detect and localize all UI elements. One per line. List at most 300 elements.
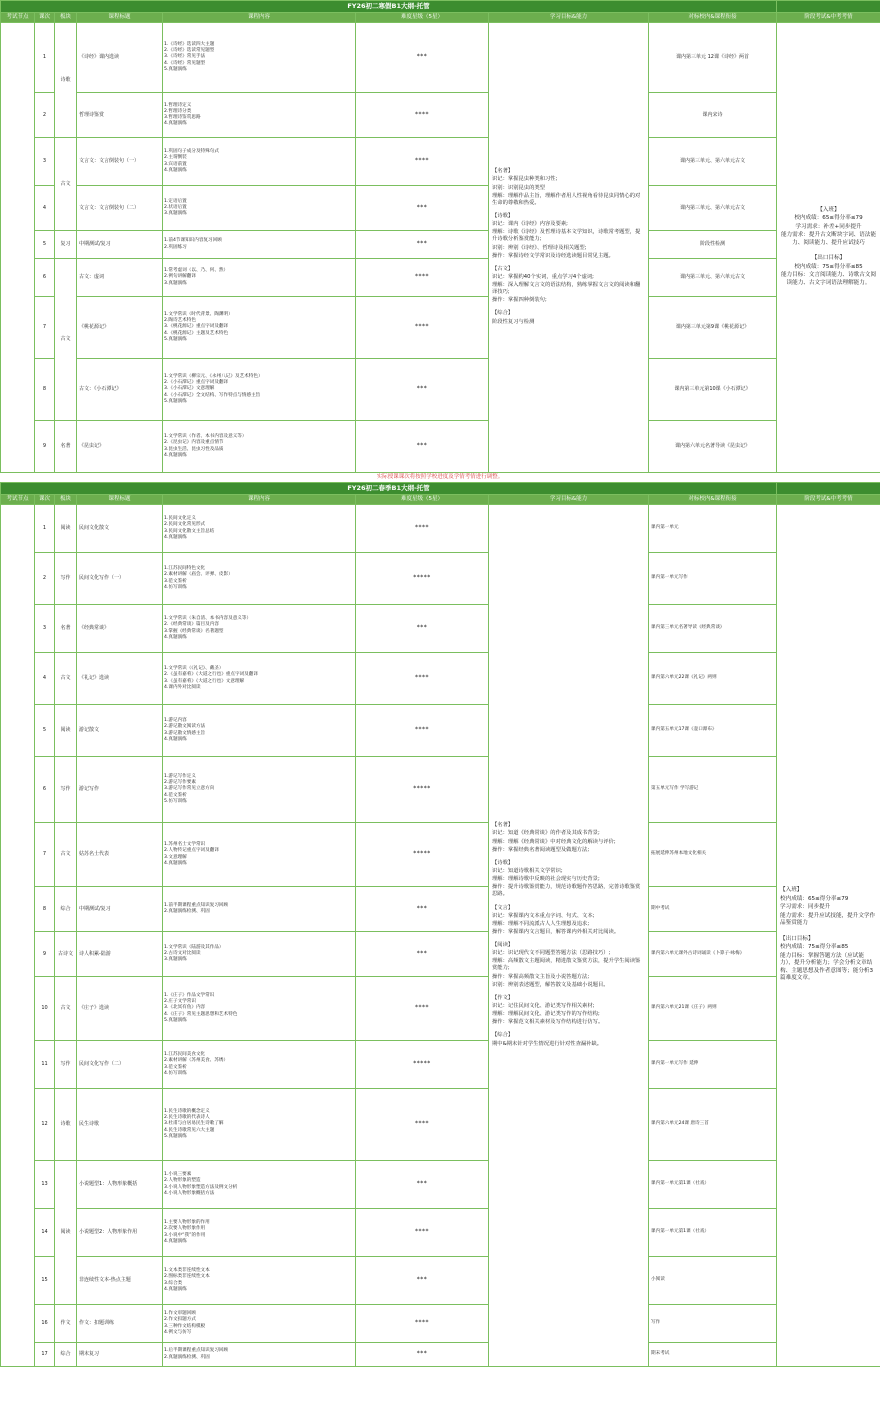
- course-content: [163, 705, 356, 757]
- content-line: 1.江苏民间特色文化: [164, 566, 206, 572]
- lesson-number: 1: [35, 505, 55, 553]
- table-row: [1, 1343, 880, 1367]
- content-line: 3.小说中“我”的作用: [164, 1232, 206, 1238]
- lesson-number: 13: [35, 1161, 55, 1209]
- course-title: 民生诗歌: [77, 1089, 163, 1161]
- content-line: 2.作文扣题方式: [164, 1317, 196, 1323]
- winter-syllabus-table: [0, 0, 880, 473]
- content-line: 3.范文鉴析: [164, 578, 187, 584]
- block-cell: 复习: [55, 231, 77, 259]
- school-link: 写作: [649, 1305, 777, 1343]
- goal-heading: 【作文】: [492, 994, 514, 1001]
- content-line: 1.文本类非连续性文本: [164, 1268, 210, 1274]
- content-line: 3.宾语前置: [164, 161, 187, 167]
- goal-line: 操作：掌握四种倒装句;: [492, 297, 547, 304]
- difficulty-stars: *****: [356, 757, 489, 823]
- goal-line: 理解：理解民间文化、游记类写作的写作结构;: [492, 1011, 600, 1018]
- content-line: 2.状语后置: [164, 204, 187, 210]
- content-line: 1.作文审题回顾: [164, 1311, 196, 1317]
- lesson-number: 11: [35, 1041, 55, 1089]
- course-title: 姑苏名士代表: [77, 823, 163, 887]
- goal-line: 识记：知道《经典常谈》的作者及其成书背景;: [492, 830, 600, 837]
- exam-node-cell: [1, 505, 35, 1367]
- course-content: [163, 977, 356, 1041]
- table-row: [1, 1161, 880, 1209]
- content-line: 1.游记写作定义: [164, 774, 196, 780]
- block-cell: 古文: [55, 977, 77, 1041]
- school-link: 课内第三单元第10课《小石潭记》: [649, 359, 777, 421]
- goal-line: 识记：记住民间文化、游记类写作相关素材;: [492, 1003, 595, 1010]
- content-line: 1.后半期课程重点知识复习回顾: [164, 1348, 229, 1354]
- school-link: 课内第一单元写作: [649, 553, 777, 605]
- exam-info: [777, 23, 880, 473]
- course-title: 小说题型2：人物形象作用: [77, 1209, 163, 1257]
- exam-line: 能力需求：提升应试技能，提升文学作品鉴赏能力: [780, 912, 876, 927]
- lesson-number: 8: [35, 887, 55, 932]
- content-line: 2.《诗经》选读常见题型: [164, 48, 215, 54]
- content-line: 2.民生诗歌的代表诗人: [164, 1115, 210, 1121]
- column-header: 学习目标&能力: [489, 495, 649, 505]
- goal-line: 识别：辨别《诗经》、哲理诗及相关题型;: [492, 244, 587, 251]
- course-title: 民间文化写作（一）: [77, 553, 163, 605]
- exam-node-cell: [1, 23, 35, 473]
- table-row: [1, 186, 880, 231]
- exam-line: 校内成绩：75≤得分率≤85: [794, 263, 863, 270]
- school-link: 课内第三单元第9课《桃花源记》: [649, 297, 777, 359]
- goal-line: 理解：理解作品主旨，理解作者用人性视角看待昆虫同情心的对生命的尊敬和热爱。: [492, 192, 641, 206]
- course-title: 《诗经》课内选读: [77, 23, 163, 93]
- column-header: 考试节点: [1, 13, 35, 23]
- goal-line: 识记：掌握昆虫种类和习性;: [492, 176, 558, 183]
- difficulty-stars: ****: [356, 653, 489, 705]
- column-header: 阶段考试&中考考情: [777, 13, 880, 23]
- goal-line: 理解：理解《经典常谈》中对经典文化的解读与评价;: [492, 838, 616, 845]
- lesson-number: 3: [35, 605, 55, 653]
- table-row: [1, 297, 880, 359]
- course-content: [163, 505, 356, 553]
- block-cell: 古文: [55, 823, 77, 887]
- content-line: 2.素材讲解（苏州美食、苏绣）: [164, 1058, 229, 1064]
- content-line: 5.真题演练: [164, 1133, 187, 1139]
- lesson-number: 8: [35, 359, 55, 421]
- table-row: [1, 231, 880, 259]
- school-link: 课内第三单元、第六单元古文: [649, 259, 777, 297]
- block-cell: 名著: [55, 605, 77, 653]
- block-cell: 综合: [55, 1343, 77, 1367]
- content-line: 2.《经典常谈》篇目及内容: [164, 622, 219, 628]
- column-header: 课程标题: [77, 13, 163, 23]
- learning-goals: [489, 505, 649, 1367]
- goal-heading: 【文言】: [492, 904, 514, 911]
- difficulty-stars: ***: [356, 1161, 489, 1209]
- course-content: [163, 1209, 356, 1257]
- content-line: 1.前半期课程重点知识复习回顾: [164, 902, 229, 908]
- course-title: 《庄子》选读: [77, 977, 163, 1041]
- content-line: 3.三种作文结构模板: [164, 1323, 206, 1329]
- content-line: 3.游记写作常见立意方向: [164, 786, 215, 792]
- exam-line: 能力需求：提升古文断块字词、语法能力、阅读能力、提升应试技巧: [780, 232, 877, 246]
- course-title: 小说题型1：人物形象概括: [77, 1161, 163, 1209]
- table-row: [1, 932, 880, 977]
- content-line: 2.人物传记重点字词及翻译: [164, 848, 219, 854]
- content-line: 2.《虽有嘉肴》《大道之行也》重点字词及翻译: [164, 672, 258, 678]
- exam-line: 学习需求：同步提升: [780, 904, 831, 911]
- course-content: [163, 297, 356, 359]
- course-content: [163, 823, 356, 887]
- course-content: [163, 421, 356, 473]
- school-link: 课内第一单元第1课（社戏）: [649, 1161, 777, 1209]
- content-line: 3.真题演练: [164, 957, 187, 963]
- content-line: 2.例句讲解翻译: [164, 274, 196, 280]
- lesson-number: 9: [35, 932, 55, 977]
- lesson-number: 5: [35, 231, 55, 259]
- course-content: [163, 1161, 356, 1209]
- lesson-number: 5: [35, 705, 55, 757]
- course-content: [163, 1305, 356, 1343]
- content-line: 1.江苏民间美食文化: [164, 1052, 206, 1058]
- course-title: 游记写作: [77, 757, 163, 823]
- school-link: 课内第六单元21课《庄子》两则: [649, 977, 777, 1041]
- content-line: 5.仿写训练: [164, 798, 187, 804]
- block-cell: 名著: [55, 421, 77, 473]
- difficulty-stars: ****: [356, 259, 489, 297]
- goal-heading: 【名著】: [492, 168, 514, 175]
- content-line: 1.游记内容: [164, 718, 187, 724]
- course-content: [163, 93, 356, 138]
- content-line: 4.小说人物形象概括方法: [164, 1190, 215, 1196]
- table-row: [1, 505, 880, 553]
- content-line: 1.苏州名士文学常识: [164, 842, 206, 848]
- content-line: 2.《小石潭记》重点字词及翻译: [164, 380, 229, 386]
- difficulty-stars: ***: [356, 605, 489, 653]
- content-line: 4.真题演练: [164, 534, 187, 540]
- exam-line: 学习需求：补差+同步提升: [795, 223, 862, 230]
- difficulty-stars: ****: [356, 1209, 489, 1257]
- column-header: 板块: [55, 495, 77, 505]
- school-link: 课内第一单元写作 延伸: [649, 1041, 777, 1089]
- school-link: 第五单元写作 学写游记: [649, 757, 777, 823]
- course-title: 文言文：文言倒装句（一）: [77, 138, 163, 186]
- course-title: 《礼记》选读: [77, 653, 163, 705]
- school-link: 期末考试: [649, 1343, 777, 1367]
- school-link: 课内第三单元名著导读《经典常谈》: [649, 605, 777, 653]
- goal-heading: 【综合】: [492, 310, 514, 317]
- column-header: 对标校内&课程衔接: [649, 13, 777, 23]
- block-cell: 阅读: [55, 505, 77, 553]
- goal-line: 操作：掌握高频散文主旨及小说答题方法;: [492, 973, 590, 980]
- school-link: 课内宋诗: [649, 93, 777, 138]
- exam-line: 能力目标：掌握答题方法（应试能力），提升分析能力；学会分析文章结构、主题思想及作者意图等；能分析3篇难度文章。: [780, 952, 874, 982]
- difficulty-stars: ***: [356, 1343, 489, 1367]
- content-line: 2.巩固练习: [164, 244, 187, 250]
- difficulty-stars: *****: [356, 823, 489, 887]
- course-title: 非连续性文本-热点主题: [77, 1257, 163, 1305]
- content-line: 3.小说人物形象塑造方法及例文分析: [164, 1184, 238, 1190]
- content-line: 3.真题演练: [164, 280, 187, 286]
- course-title: 作文：扣题训练: [77, 1305, 163, 1343]
- lesson-number: 4: [35, 186, 55, 231]
- content-line: 1.民生诗歌的概念定义: [164, 1109, 210, 1115]
- difficulty-stars: ****: [356, 705, 489, 757]
- table-row: [1, 1041, 880, 1089]
- course-title: 古文：《小石潭记》: [77, 359, 163, 421]
- difficulty-stars: *****: [356, 1041, 489, 1089]
- exam-heading: 【出口目标】: [811, 255, 846, 262]
- content-line: 1.小说三要素: [164, 1172, 192, 1178]
- exam-info: [777, 505, 880, 1367]
- content-line: 2.图标类非连续性文本: [164, 1274, 210, 1280]
- lesson-number: 2: [35, 93, 55, 138]
- block-cell: 古文: [55, 653, 77, 705]
- content-line: 4.《小石潭记》全文结构、写作特点与情感主旨: [164, 392, 261, 398]
- lesson-number: 16: [35, 1305, 55, 1343]
- exam-heading: 【入班】: [780, 886, 803, 893]
- exam-line: 校内成绩：65≤得分率≤79: [794, 215, 863, 222]
- content-line: 2.陶诗艺术特色: [164, 318, 196, 324]
- content-line: 5.真题演练: [164, 66, 187, 72]
- lesson-number: 3: [35, 138, 55, 186]
- content-line: 5.真题演练: [164, 336, 187, 342]
- difficulty-stars: ****: [356, 977, 489, 1041]
- content-line: 3.真题演练: [164, 211, 187, 217]
- goal-line: 识记：识记现代文不同题型答题方法（思路技巧）;: [492, 950, 611, 957]
- column-header: 课程内容: [163, 13, 356, 23]
- content-line: 3.游记散文情感主旨: [164, 730, 206, 736]
- course-content: [163, 1089, 356, 1161]
- difficulty-stars: ****: [356, 505, 489, 553]
- table-row: [1, 1089, 880, 1161]
- content-line: 3.掌握《经典常谈》名著题型: [164, 628, 224, 634]
- content-line: 4.《桃花源记》主题及艺术特色: [164, 330, 229, 336]
- course-content: [163, 757, 356, 823]
- difficulty-stars: ***: [356, 932, 489, 977]
- content-line: 4.真题演练: [164, 736, 187, 742]
- table-row: [1, 977, 880, 1041]
- content-line: 2.人物形象的塑造: [164, 1178, 201, 1184]
- column-header: 课程内容: [163, 495, 356, 505]
- block-cell: 阅读: [55, 705, 77, 757]
- goal-line: 操作：掌握范文相关素材及写作结构进行仿写。: [492, 1019, 604, 1026]
- school-link: 拓展延伸苏州本地文化相关: [649, 823, 777, 887]
- goal-line: 操作：掌握诗经文学常识及诗经选读题目常见主题。: [492, 252, 614, 259]
- content-line: 1.民间文化定义: [164, 516, 196, 522]
- content-line: 1.文学常识（朱自清、本书内容及意义等）: [164, 616, 252, 622]
- course-content: [163, 23, 356, 93]
- content-line: 3.《虽有嘉肴》《大道之行也》文意理解: [164, 678, 245, 684]
- course-title: 中期测试/复习: [77, 887, 163, 932]
- content-line: 4.真题演练: [164, 1238, 187, 1244]
- content-line: 4.真题演练: [164, 1286, 187, 1292]
- school-link: 课内第六单元22课《礼记》两则: [649, 653, 777, 705]
- content-line: 2.哲理诗分类: [164, 108, 192, 114]
- column-header: 课程标题: [77, 495, 163, 505]
- block-cell: 诗歌: [55, 1089, 77, 1161]
- exam-line: 能力目标：文言阅读能力、诗歌古文阅读能力、古文字词语法理解能力。: [780, 272, 877, 286]
- content-line: 1.主要人物形象的作用: [164, 1220, 210, 1226]
- school-link: 课内第一单元: [649, 505, 777, 553]
- course-title: 期末复习: [77, 1343, 163, 1367]
- content-line: 2.庄子文学常识: [164, 999, 196, 1005]
- school-link: 课内第三单元、第六单元古文: [649, 138, 777, 186]
- table-row: [1, 553, 880, 605]
- course-title: 游记散文: [77, 705, 163, 757]
- content-line: 3.昆虫生活、昆虫习性及品质: [164, 446, 224, 452]
- lesson-number: 12: [35, 1089, 55, 1161]
- course-title: 哲理诗鉴赏: [77, 93, 163, 138]
- course-content: [163, 887, 356, 932]
- course-title: 《昆虫记》: [77, 421, 163, 473]
- content-line: 1.《庄子》作品文学常识: [164, 993, 215, 999]
- lesson-number: 10: [35, 977, 55, 1041]
- course-title: 民间文化写作（二）: [77, 1041, 163, 1089]
- table-row: [1, 93, 880, 138]
- course-title: 中期测试/复习: [77, 231, 163, 259]
- goal-heading: 【诗歌】: [492, 859, 514, 866]
- column-header: 阶段考试&中考考情: [777, 495, 880, 505]
- exam-line: 校内成绩：75≤得分率≤85: [780, 944, 849, 951]
- content-line: 1.文学常识（《礼记》、戴圣）: [164, 666, 224, 672]
- content-line: 1.哲理诗定义: [164, 102, 192, 108]
- lesson-number: 6: [35, 259, 55, 297]
- block-cell: 综合: [55, 887, 77, 932]
- goal-line: 期中&期末针对学生情况进行针对性查漏补缺。: [492, 1040, 603, 1047]
- course-content: [163, 932, 356, 977]
- content-line: 1.前4节课知识内容复习回顾: [164, 238, 222, 244]
- course-title: 《桃花源记》: [77, 297, 163, 359]
- column-header: 难度星级（5星）: [356, 495, 489, 505]
- table-row: [1, 359, 880, 421]
- table-row: [1, 23, 880, 93]
- lesson-number: 15: [35, 1257, 55, 1305]
- content-line: 5.真题演练: [164, 398, 187, 404]
- content-line: 4.《庄子》常见主题思想和艺术特色: [164, 1011, 238, 1017]
- block-cell: 写作: [55, 757, 77, 823]
- content-line: 3.综合类: [164, 1280, 183, 1286]
- goal-heading: 【古文】: [492, 265, 514, 272]
- exam-heading: 【出口目标】: [780, 935, 814, 942]
- lesson-number: 17: [35, 1343, 55, 1367]
- goal-heading: 【诗歌】: [492, 212, 514, 219]
- difficulty-stars: ***: [356, 23, 489, 93]
- lesson-number: 7: [35, 297, 55, 359]
- content-line: 4.仿写训练: [164, 584, 187, 590]
- school-link: 课内第三单元 12课《诗经》两首: [649, 23, 777, 93]
- course-content: [163, 138, 356, 186]
- content-line: 1.巩固句子成分及特殊句式: [164, 149, 219, 155]
- course-title: 《经典常谈》: [77, 605, 163, 653]
- content-line: 4.真题演练: [164, 860, 187, 866]
- goal-line: 理解：深入理解文言文的语法结构，熟练掌握文言文的阅读和翻译技巧;: [492, 282, 641, 296]
- goal-line: 识记：课内《诗经》内容及要素;: [492, 221, 568, 228]
- difficulty-stars: ***: [356, 887, 489, 932]
- content-line: 3.《诗经》常见手法: [164, 54, 206, 60]
- content-line: 1.文学常识（作者、本书内容及意义等）: [164, 434, 247, 440]
- difficulty-stars: ***: [356, 186, 489, 231]
- goal-line: 操作：提升诗歌鉴赏能力，规范诗歌题作答思路，完善诗歌鉴赏思路。: [492, 884, 641, 898]
- content-line: 3.文意理解: [164, 854, 187, 860]
- exam-line: 校内成绩：65≤得分率≤79: [780, 895, 849, 902]
- goal-line: 识记：掌握课内文本重点字词、句式、文本;: [492, 912, 595, 919]
- block-cell: 诗歌: [55, 23, 77, 138]
- lesson-number: 6: [35, 757, 55, 823]
- content-line: 1.文学常识（陆游及其作品）: [164, 944, 224, 950]
- table-row: [1, 605, 880, 653]
- goal-line: 识别：辨别表述题型，解答散文及基础小说题目。: [492, 981, 609, 988]
- block-cell: 写作: [55, 1041, 77, 1089]
- course-content: [163, 1257, 356, 1305]
- learning-goals: [489, 23, 649, 473]
- difficulty-stars: ***: [356, 421, 489, 473]
- content-line: 2.真题演练检测、巩固: [164, 909, 210, 914]
- table-row: [1, 705, 880, 757]
- content-line: 1.《诗经》选读四大主题: [164, 42, 215, 48]
- course-title: 文言文：文言倒装句（二）: [77, 186, 163, 231]
- content-line: 1.定语后置: [164, 198, 187, 204]
- content-line: 2.游记写作要素: [164, 780, 196, 786]
- content-line: 1.文学常识（时代背景、陶渊明）: [164, 312, 233, 318]
- content-line: 4.范文鉴析: [164, 792, 187, 798]
- spring-syllabus-table: [0, 482, 880, 1367]
- school-link: 课内第六单元课外古诗词诵读《卜算子·咏梅》: [649, 932, 777, 977]
- table-row: [1, 138, 880, 186]
- course-title: 民间文化散文: [77, 505, 163, 553]
- goal-line: 识记：知道诗歌相关文学常识;: [492, 867, 563, 874]
- content-line: 2.主谓倒装: [164, 155, 187, 161]
- school-link: 课内第六单元24课 唐诗三首: [649, 1089, 777, 1161]
- goal-heading: 【综合】: [492, 1032, 514, 1039]
- content-line: 2.次要人物形象作用: [164, 1226, 206, 1232]
- table-row: [1, 259, 880, 297]
- course-title: 诗人积累-陆游: [77, 932, 163, 977]
- goal-heading: 【阅读】: [492, 942, 514, 949]
- difficulty-stars: ****: [356, 1089, 489, 1161]
- lesson-number: 1: [35, 23, 55, 93]
- block-cell: 古文: [55, 259, 77, 421]
- table-row: [1, 653, 880, 705]
- table-row: [1, 421, 880, 473]
- course-content: [163, 231, 356, 259]
- content-line: 1.常考虚词（以、乃、何、然）: [164, 268, 229, 274]
- block-cell: 古诗文: [55, 932, 77, 977]
- school-link: 课内第一单元第1课（社戏）: [649, 1209, 777, 1257]
- block-cell: 作文: [55, 1305, 77, 1343]
- difficulty-stars: *****: [356, 553, 489, 605]
- column-header: 对标校内&课程衔接: [649, 495, 777, 505]
- column-header: 板块: [55, 13, 77, 23]
- goal-line: 操作：掌握经典名著阅读题型及做题方法;: [492, 846, 590, 853]
- content-line: 4.课内外对比阅读: [164, 684, 201, 690]
- difficulty-stars: ***: [356, 1257, 489, 1305]
- content-line: 3.《小石潭记》文意理解: [164, 386, 215, 392]
- course-content: [163, 553, 356, 605]
- content-line: 2.民间文化常见形式: [164, 522, 206, 528]
- course-content: [163, 605, 356, 653]
- school-link: 课内第六单元名著导读《昆虫记》: [649, 421, 777, 473]
- table-title: FY26初二春季B1大纲-托管: [1, 483, 777, 495]
- content-line: 4.例文与仿写: [164, 1329, 192, 1335]
- difficulty-stars: ****: [356, 297, 489, 359]
- goal-line: 识记：掌握约40个实词，重点学习4个虚词;: [492, 273, 594, 280]
- goal-line: 理解：理解诗歌中反映的社会现实与历史背景;: [492, 876, 600, 883]
- course-content: [163, 259, 356, 297]
- lesson-number: 4: [35, 653, 55, 705]
- column-header: 课次: [35, 13, 55, 23]
- school-link: 期中考试: [649, 887, 777, 932]
- table-row: [1, 823, 880, 887]
- content-line: 5.真题演练: [164, 1017, 187, 1023]
- content-line: 4.真题演练: [164, 634, 187, 640]
- content-line: 2.素材讲解（庙会、评弹、皮影）: [164, 572, 233, 578]
